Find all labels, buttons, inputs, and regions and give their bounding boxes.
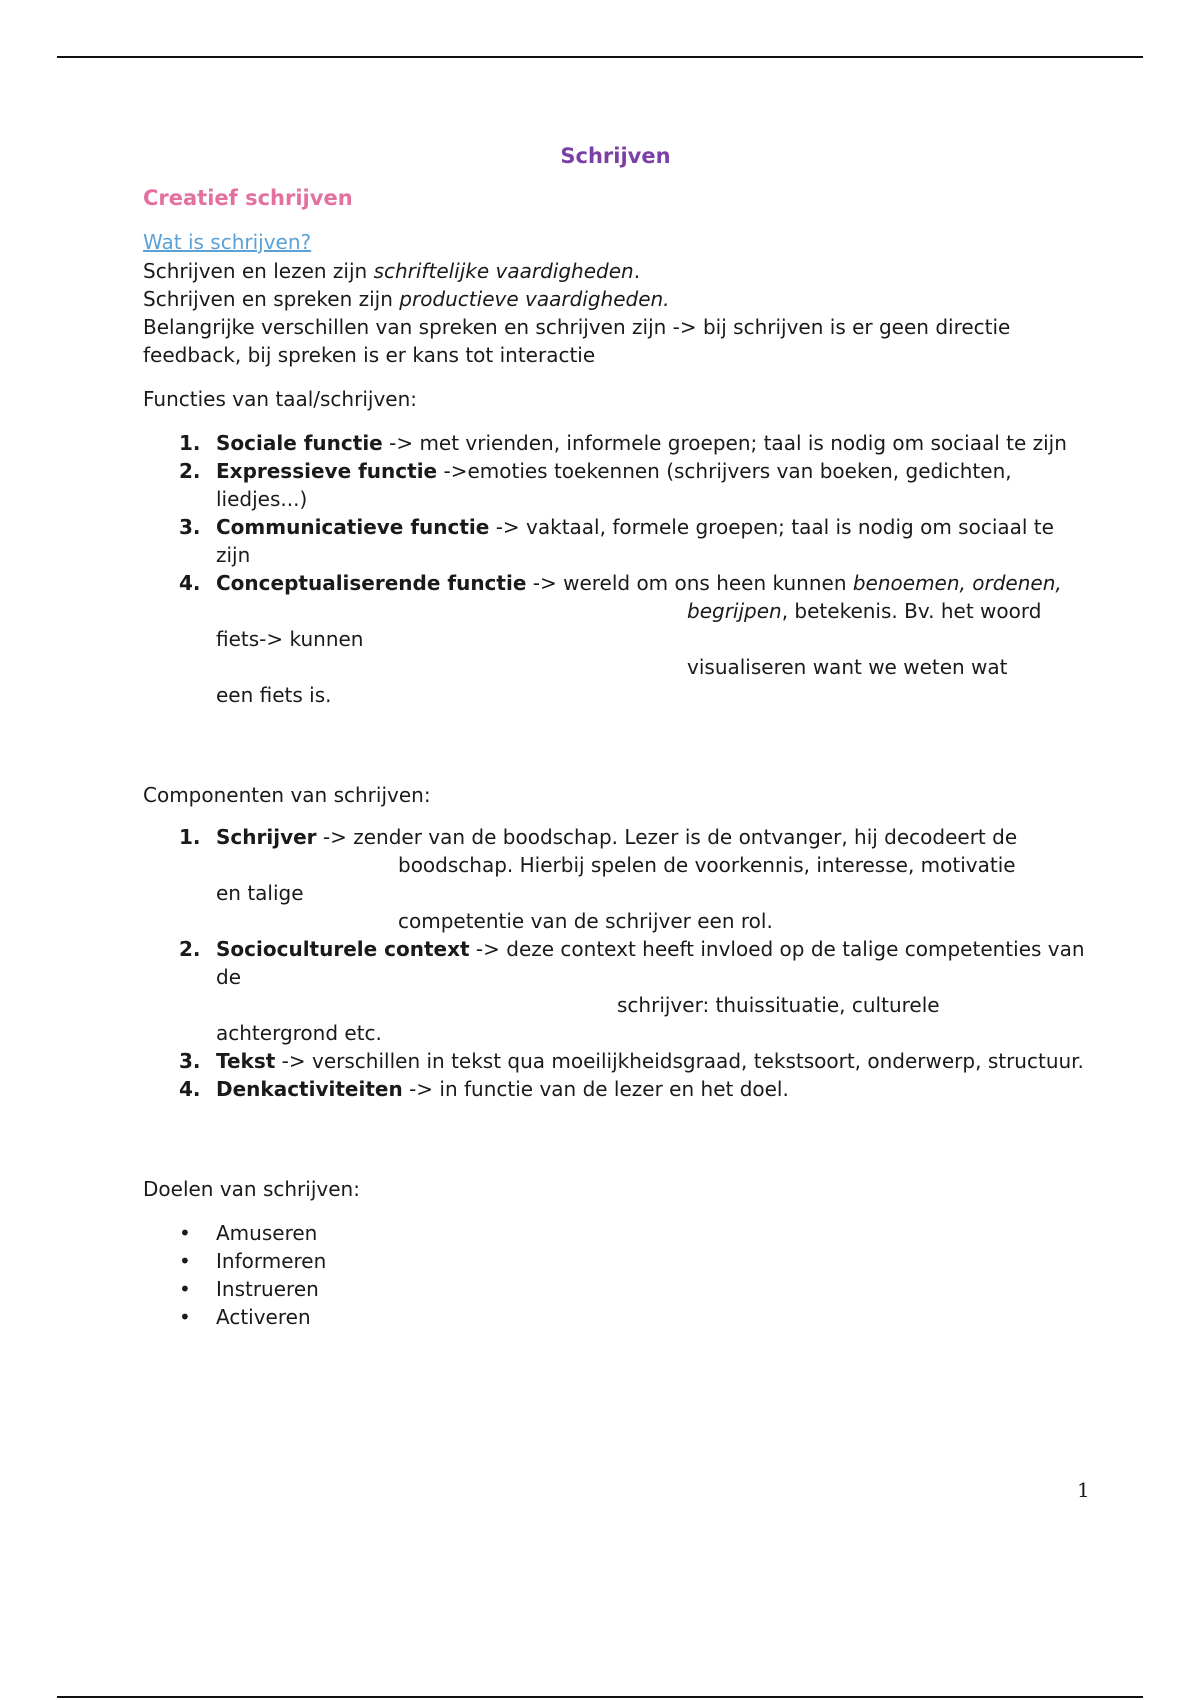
page-number: 1 [1077,1478,1090,1502]
intro-paragraphs [143,257,1088,369]
list-item: • Amuseren [179,1221,318,1245]
list-item: 1. Sociale functie -> met vrienden, informele groepen; taal is nodig om sociaal te zijn [179,431,1067,455]
functies-label: Functies van taal/schrijven: [143,387,417,411]
functies-list [143,429,1088,709]
list-item: 3. Tekst -> verschillen in tekst qua moeilijkheidsgraad, tekstsoort, onderwerp, structuur. [179,1049,1084,1073]
list-item: 4. Denkactiviteiten -> in functie van de lezer en het doel. [179,1077,789,1101]
list-item: • Informeren [179,1249,327,1273]
list-item: 2. Expressieve functie ->emoties toekennen (schrijvers van boeken, gedichten, liedjes...) [179,459,1012,511]
list-item: • Activeren [179,1305,311,1329]
list-item: 1. Schrijver -> zender van de boodschap. Lezer is de ontvanger, hij decodeert de boodschap. Hierbij spelen de voorkennis, interesse, motivatie en talige competentie van de schrijver een rol. [179,825,1018,933]
bottom-rule [57,1696,1143,1698]
componenten-list [143,823,1088,1103]
list-item: 3. Communicatieve functie -> vaktaal, formele groepen; taal is nodig om sociaal te zijn [179,515,1054,567]
subheading-link[interactable]: Wat is schrijven? [143,230,312,254]
componenten-label: Componenten van schrijven: [143,783,431,807]
list-item: • Instrueren [179,1277,319,1301]
list-item: 4. Conceptualiserende functie -> wereld om ons heen kunnen benoemen, ordenen, begrijpen, betekenis. Bv. het woord fiets-> kunnen visualiseren want we weten wat een fiets is. [179,571,1062,707]
intro-line-3: Belangrijke verschillen van spreken en schrijven zijn -> bij schrijven is er geen directie feedback, bij spreken is er kans tot interactie [143,315,1011,367]
top-rule [57,56,1143,58]
intro-line-2: Schrijven en spreken zijn productieve vaardigheden. [143,287,670,311]
document-title: Schrijven [560,144,671,168]
intro-line-1: Schrijven en lezen zijn schriftelijke vaardigheden. [143,259,641,283]
heading-creatief-schrijven: Creatief schrijven [143,186,353,210]
list-item: 2. Socioculturele context -> deze context heeft invloed op de talige competenties van de schrijver: thuissituatie, culturele achtergrond etc. [179,937,1085,1045]
doelen-label: Doelen van schrijven: [143,1177,360,1201]
doelen-list [143,1219,1088,1331]
